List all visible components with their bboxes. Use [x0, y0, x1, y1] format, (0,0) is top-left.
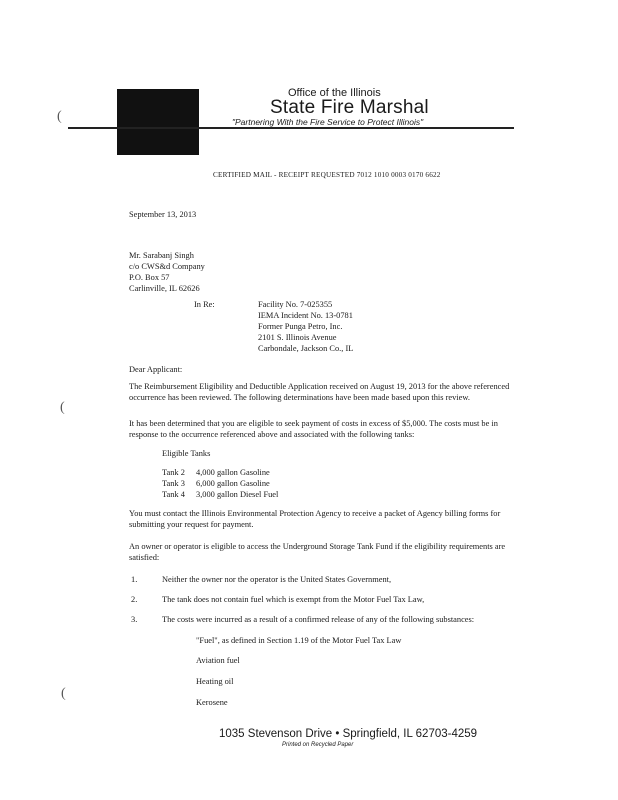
in-re-label: In Re:	[194, 300, 215, 309]
tank-id: Tank 4	[162, 490, 185, 499]
certified-mail-line: CERTIFIED MAIL - RECEIPT REQUESTED 7012 1010 0003 0170 6622	[213, 171, 441, 179]
scan-mark: (	[57, 109, 62, 124]
addressee-name: Mr. Sarabanj Singh	[129, 251, 194, 260]
para3-line: You must contact the Illinois Environmental Protection Agency to receive a packet of Agency billing forms for	[129, 509, 501, 518]
substance-item: "Fuel", as defined in Section 1.19 of the Motor Fuel Tax Law	[196, 636, 402, 645]
para4-line: satisfied:	[129, 553, 160, 562]
requirement-text: The tank does not contain fuel which is exempt from the Motor Fuel Tax Law,	[162, 595, 425, 604]
re-line: Facility No. 7-025355	[258, 300, 333, 309]
tank-id: Tank 2	[162, 468, 185, 477]
tank-desc: 4,000 gallon Gasoline	[196, 468, 270, 477]
tanks-heading: Eligible Tanks	[162, 449, 211, 458]
re-line: IEMA Incident No. 13-0781	[258, 311, 353, 320]
agency-title: State Fire Marshal	[270, 97, 429, 118]
para2-line: response to the occurrence referenced above and associated with the following tanks:	[129, 430, 415, 439]
re-line: Former Punga Petro, Inc.	[258, 322, 343, 331]
substance-item: Heating oil	[196, 677, 234, 686]
office-title: Office of the Illinois	[288, 87, 381, 99]
requirement-number: 1.	[131, 575, 138, 584]
substance-item: Aviation fuel	[196, 656, 240, 665]
footer-recycled-note: Printed on Recycled Paper	[282, 742, 354, 748]
requirement-number: 3.	[131, 615, 138, 624]
addressee-city: Carlinville, IL 62626	[129, 284, 200, 293]
addressee-po-box: P.O. Box 57	[129, 273, 170, 282]
re-line: Carbondale, Jackson Co., IL	[258, 344, 354, 353]
scan-mark: (	[61, 686, 66, 701]
tank-desc: 6,000 gallon Gasoline	[196, 479, 270, 488]
para2-line: It has been determined that you are eligible to seek payment of costs in excess of $5,000. The costs must be in	[129, 419, 498, 428]
substance-item: Kerosene	[196, 698, 228, 707]
scan-mark: (	[60, 400, 65, 415]
re-line: 2101 S. Illinois Avenue	[258, 333, 337, 342]
seal-logo	[117, 89, 199, 155]
requirement-text: The costs were incurred as a result of a confirmed release of any of the following substances:	[162, 615, 475, 624]
agency-motto: "Partnering With the Fire Service to Protect Illinois"	[232, 117, 424, 127]
footer-address: 1035 Stevenson Drive • Springfield, IL 62703-4259	[219, 728, 478, 740]
letterhead-rule	[68, 127, 514, 129]
para1-line: The Reimbursement Eligibility and Deductible Application received on August 19, 2013 for the above referenced	[129, 382, 510, 391]
requirement-number: 2.	[131, 595, 138, 604]
salutation: Dear Applicant:	[129, 365, 183, 374]
para4-line: An owner or operator is eligible to access the Underground Storage Tank Fund if the eligibility requirements are	[129, 542, 506, 551]
tank-desc: 3,000 gallon Diesel Fuel	[196, 490, 279, 499]
addressee-company: c/o CWS&d Company	[129, 262, 205, 271]
para3-line: submitting your request for payment.	[129, 520, 254, 529]
requirement-text: Neither the owner nor the operator is the United States Government,	[162, 575, 392, 584]
tank-id: Tank 3	[162, 479, 185, 488]
para1-line: occurrence has been reviewed. The following determinations have been made based upon this review.	[129, 393, 470, 402]
letter-date: September 13, 2013	[129, 210, 197, 219]
